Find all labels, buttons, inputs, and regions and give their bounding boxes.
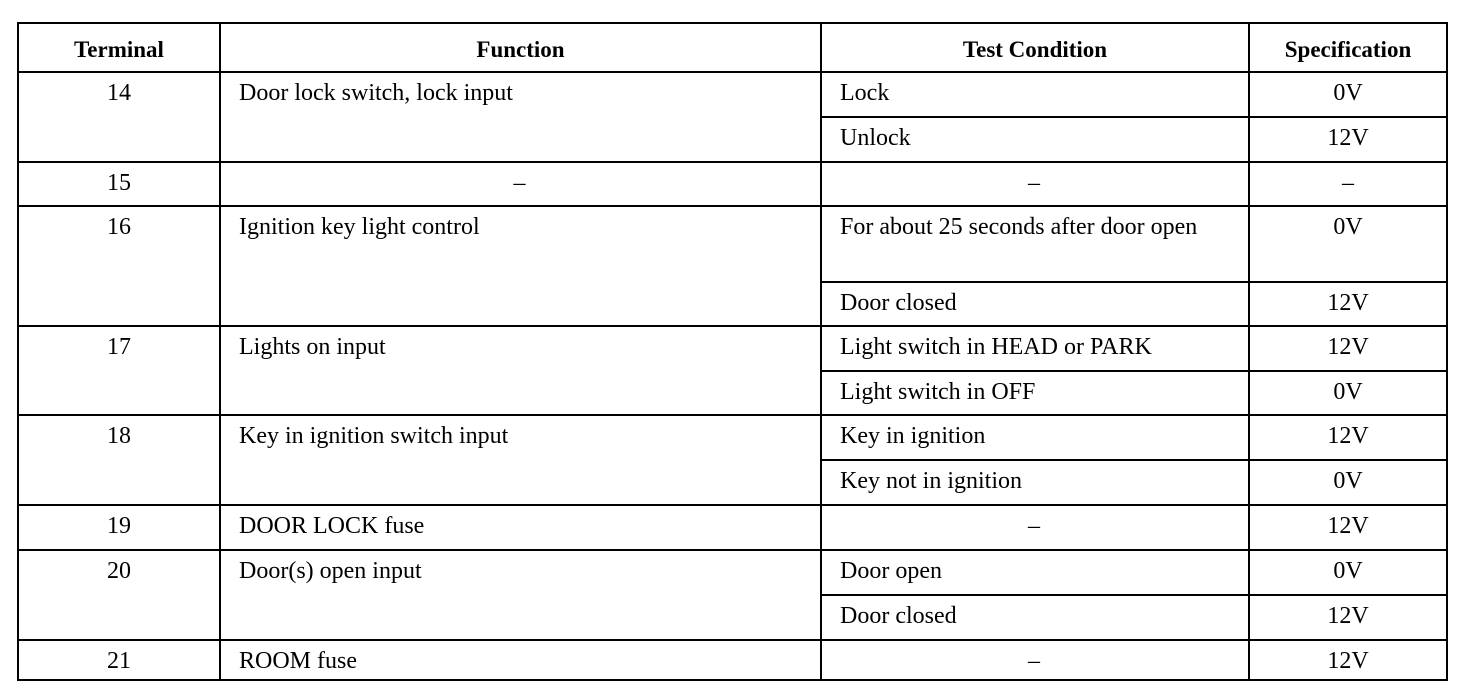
spec-cell: 12V	[1249, 505, 1447, 550]
condition-cell: Door closed	[821, 595, 1249, 640]
condition-cell: Unlock	[821, 117, 1249, 162]
terminal-cell: 17	[18, 326, 220, 415]
condition-cell: –	[821, 162, 1249, 206]
spec-cell: 12V	[1249, 326, 1447, 371]
header-function: Function	[220, 23, 821, 72]
spec-cell: 0V	[1249, 460, 1447, 505]
function-cell: DOOR LOCK fuse	[220, 505, 821, 550]
function-cell: Lights on input	[220, 326, 821, 415]
spec-cell: 12V	[1249, 282, 1447, 326]
spec-cell: 12V	[1249, 595, 1447, 640]
terminal-cell: 19	[18, 505, 220, 550]
condition-cell: –	[821, 640, 1249, 680]
spec-cell: 0V	[1249, 550, 1447, 595]
table-header-row	[18, 23, 1447, 72]
condition-cell: Key in ignition	[821, 415, 1249, 460]
table-row	[18, 550, 1447, 595]
terminal-cell: 18	[18, 415, 220, 505]
terminal-cell: 14	[18, 72, 220, 162]
table-row	[18, 505, 1447, 550]
condition-cell: –	[821, 505, 1249, 550]
function-cell: Door lock switch, lock input	[220, 72, 821, 162]
spec-cell: –	[1249, 162, 1447, 206]
table-row	[18, 415, 1447, 460]
function-cell: Ignition key light control	[220, 206, 821, 326]
condition-cell: Light switch in OFF	[821, 371, 1249, 415]
header-specification: Specification	[1249, 23, 1447, 72]
condition-cell: Key not in ignition	[821, 460, 1249, 505]
table-row	[18, 326, 1447, 371]
terminal-cell: 21	[18, 640, 220, 680]
header-terminal: Terminal	[18, 23, 220, 72]
spec-cell: 0V	[1249, 206, 1447, 282]
terminal-cell: 15	[18, 162, 220, 206]
spec-cell: 0V	[1249, 371, 1447, 415]
spec-cell: 0V	[1249, 72, 1447, 117]
header-test-condition: Test Condition	[821, 23, 1249, 72]
function-cell: Key in ignition switch input	[220, 415, 821, 505]
condition-cell: Lock	[821, 72, 1249, 117]
table-row	[18, 206, 1447, 282]
table-row	[18, 72, 1447, 117]
condition-cell: Door closed	[821, 282, 1249, 326]
function-cell: ROOM fuse	[220, 640, 821, 680]
condition-cell: For about 25 seconds after door open	[821, 206, 1249, 282]
spec-cell: 12V	[1249, 415, 1447, 460]
function-cell: –	[220, 162, 821, 206]
condition-cell: Light switch in HEAD or PARK	[821, 326, 1249, 371]
spec-cell: 12V	[1249, 640, 1447, 680]
table-row	[18, 640, 1447, 680]
condition-cell: Door open	[821, 550, 1249, 595]
spec-cell: 12V	[1249, 117, 1447, 162]
terminal-cell: 16	[18, 206, 220, 326]
terminal-cell: 20	[18, 550, 220, 640]
function-cell: Door(s) open input	[220, 550, 821, 640]
terminal-specification-table	[17, 22, 1448, 681]
table-row	[18, 162, 1447, 206]
